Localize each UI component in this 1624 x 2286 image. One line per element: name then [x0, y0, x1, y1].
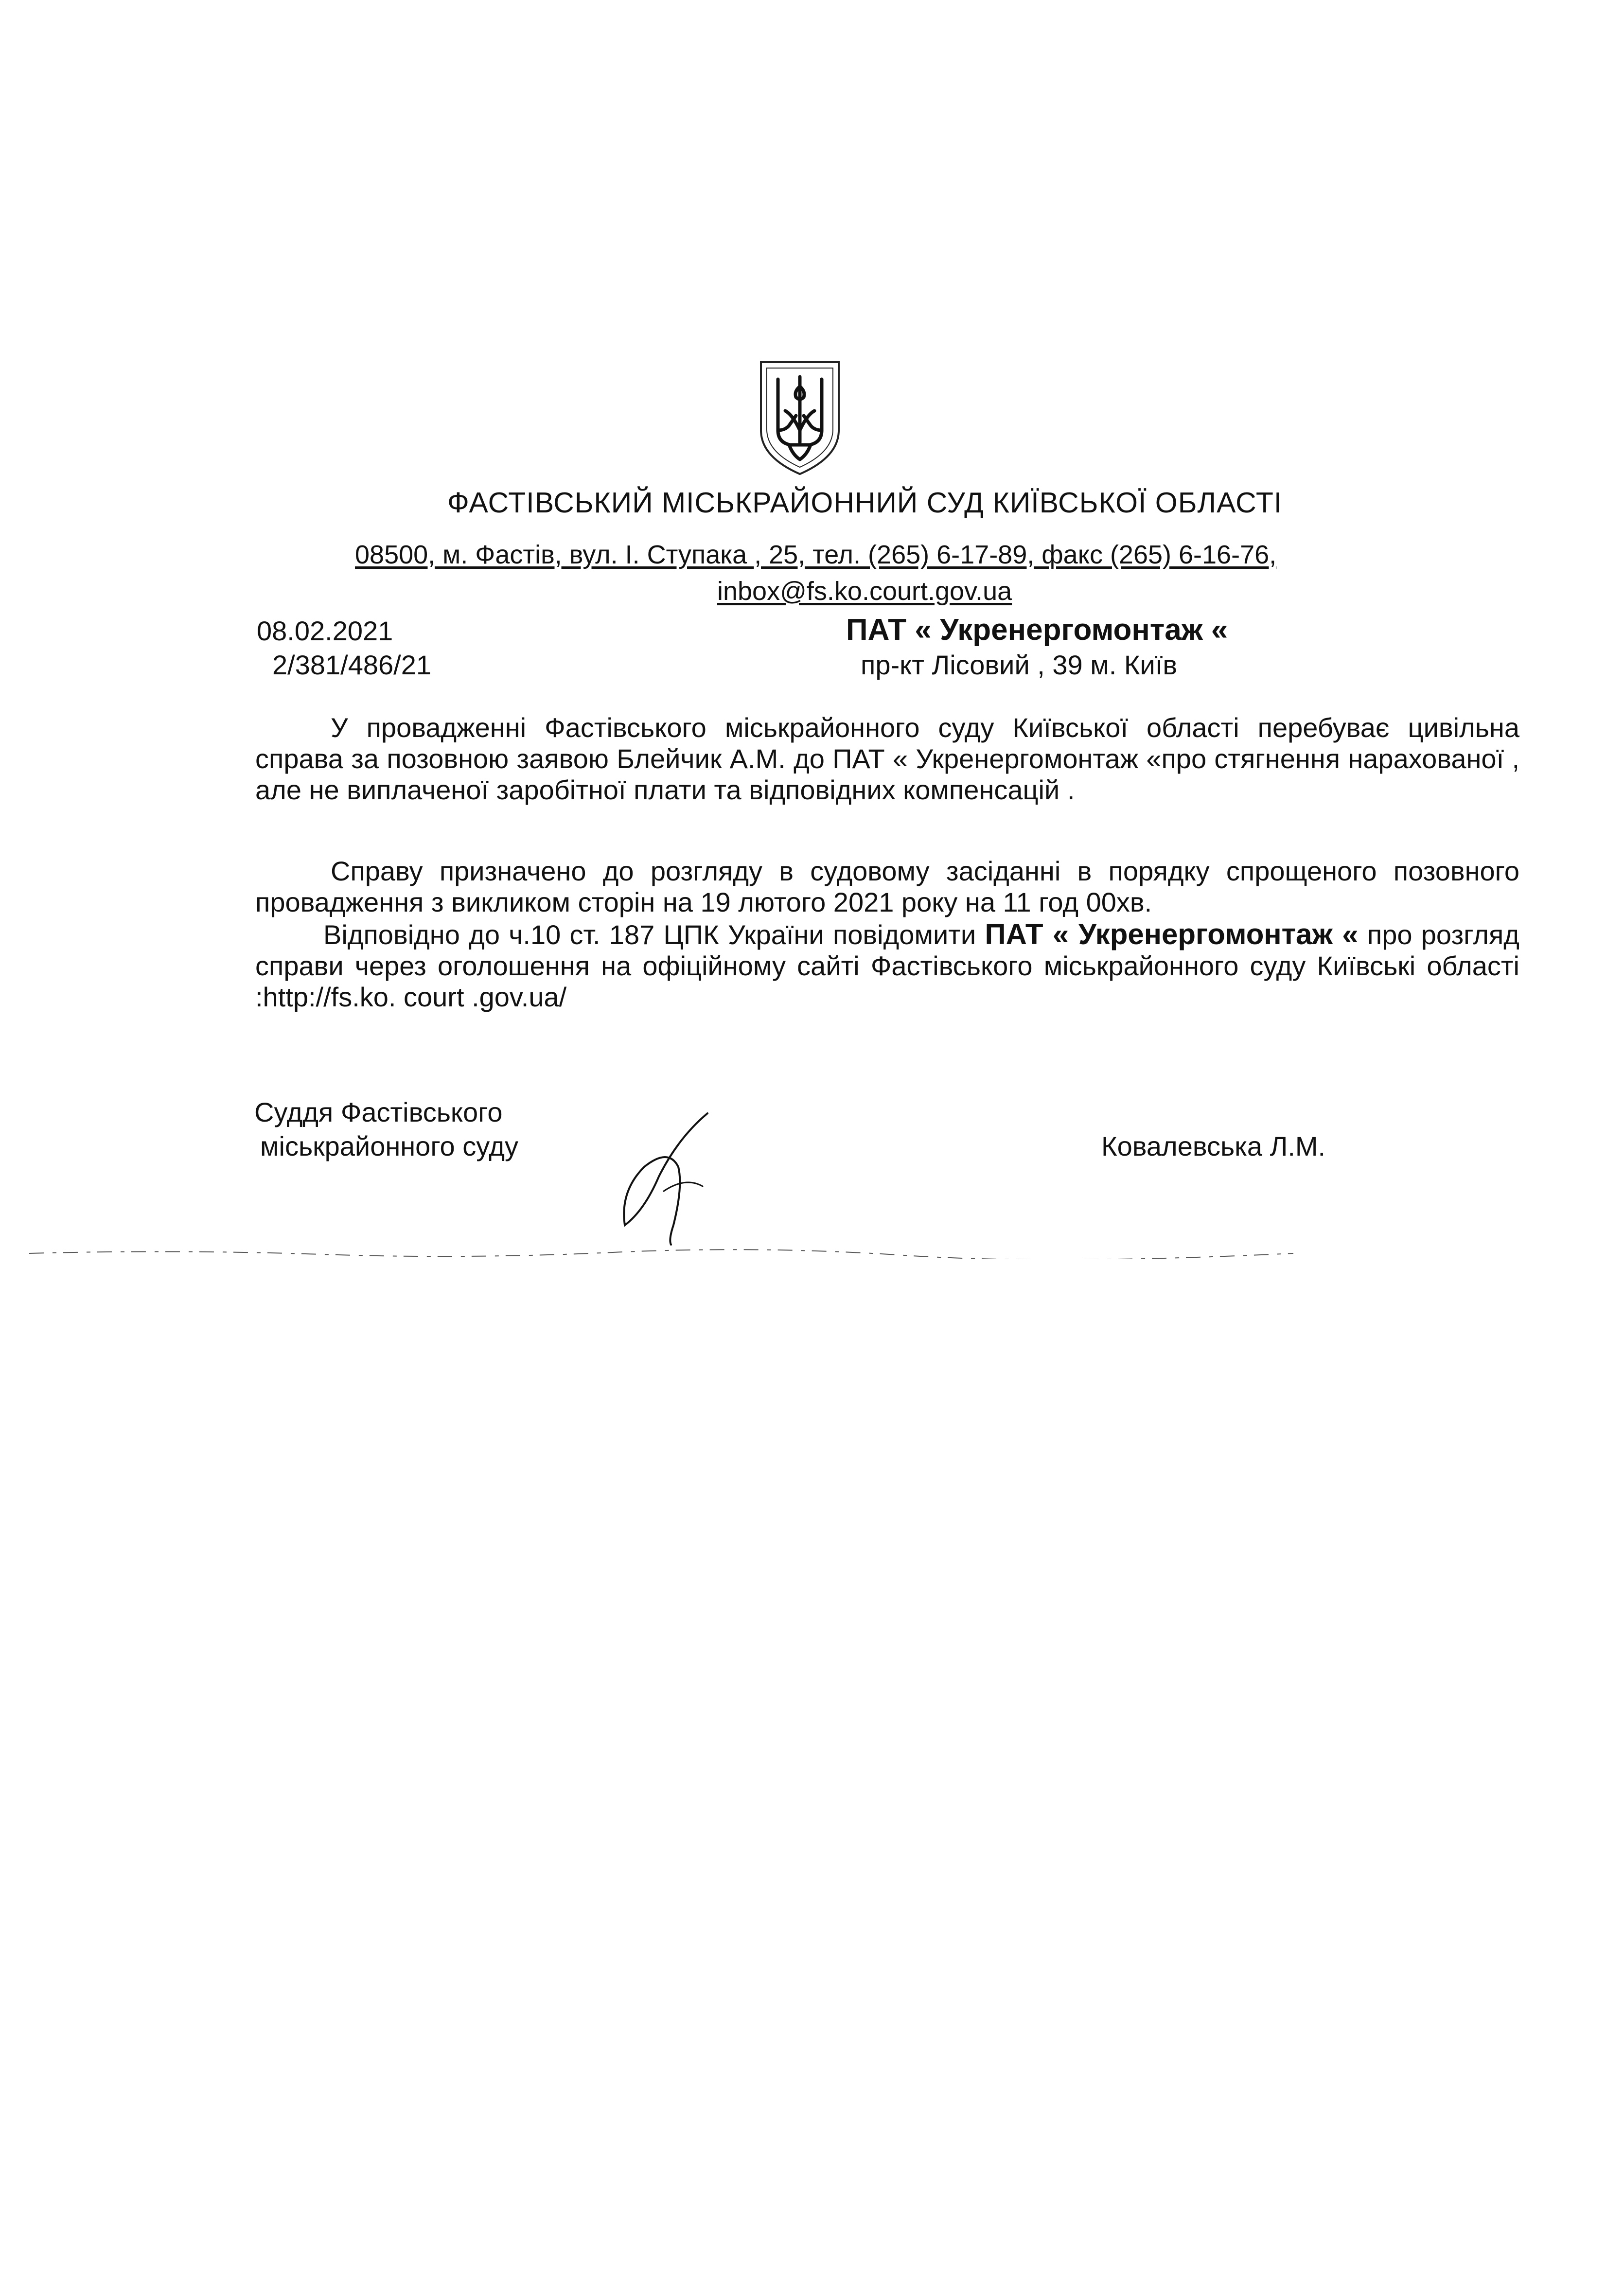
handwritten-signature: [605, 1104, 732, 1249]
judge-title-line-2: міськрайонного суду: [260, 1131, 519, 1161]
court-address: 08500, м. Фастів, вул. І. Ступака , 25, тел. (265) 6-17-89, факс (265) 6-16-76,: [355, 540, 1277, 569]
paragraph-3-recipient: ПАТ « Укренергомонтаж «: [985, 918, 1359, 950]
paragraph-3-start: Відповідно до ч.10 ст. 187 ЦПК України повідомити: [323, 919, 985, 950]
paragraph-3-end: про розгляд справи через оголошення на офіційному сайті Фастівського міськрайонного суду Київські області :http://fs.ko. court .gov.ua/: [255, 919, 1519, 1012]
body-paragraph-3: [255, 919, 1519, 1013]
court-email-link[interactable]: inbox@fs.ko.court.gov.ua: [717, 577, 1012, 606]
reference-number: 2/381/486/21: [272, 650, 431, 680]
scan-artifact-line: [29, 1245, 1293, 1259]
body-paragraph-2: Справу призначено до розгляду в судовому засіданні в порядку спрощеного позовного провадження з викликом сторін на 19 лютого 2021 року на 11 год 00хв.: [255, 856, 1519, 917]
trident-coat-of-arms-icon: [751, 357, 848, 479]
judge-title-line-1: Суддя Фастівського: [254, 1097, 503, 1127]
court-name-heading: ФАСТІВСЬКИЙ МІСЬКРАЙОННИЙ СУД КИЇВСЬКОЇ ОБЛАСТІ: [447, 487, 1283, 519]
recipient-name: ПАТ « Укренергомонтаж «: [846, 613, 1228, 647]
judge-name: Ковалевська Л.М.: [1101, 1131, 1326, 1161]
document-date: 08.02.2021: [257, 615, 393, 646]
recipient-address: пр-кт Лісовий , 39 м. Київ: [861, 650, 1178, 680]
body-paragraph-1: У провадженні Фастівського міськрайонного суду Київської області перебуває цивільна справа за позовною заявою Блейчик А.М. до ПАТ « Укренергомонтаж «про стягнення нарахованої , але не виплаченої заробітної плати та відповідних компенсацій .: [255, 712, 1519, 805]
